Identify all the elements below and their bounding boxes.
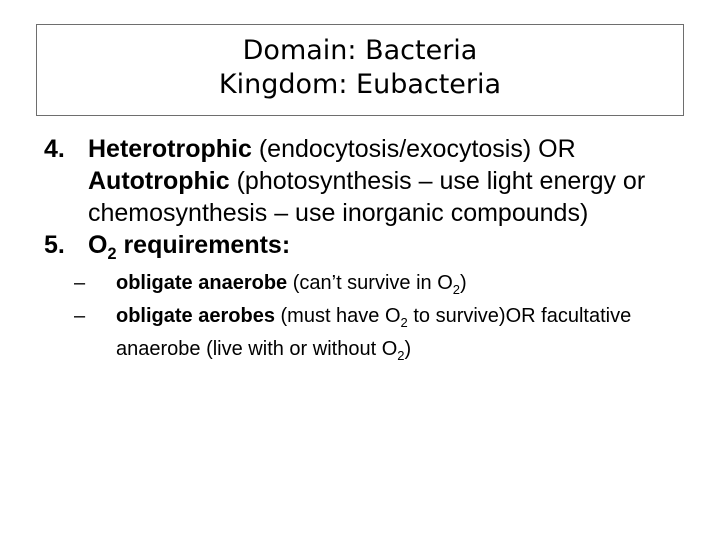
item-number: 4. [44, 135, 65, 163]
kingdom-title: Kingdom: Eubacteria [218, 69, 502, 100]
item-text: (photosynthesis – use light energy or chemosynthesis – use inorganic compounds) [88, 167, 646, 227]
item-text: (endocytosis/exocytosis) OR [251, 135, 576, 163]
heading-text: O [88, 231, 108, 259]
sub-text: (can’t survive in O [287, 272, 453, 294]
subscript: 2 [107, 245, 117, 263]
o2-requirements-heading [88, 231, 291, 263]
sub-text: to survive)OR facultative anaerobe (live with or without O [116, 305, 632, 360]
term: obligate aerobes [116, 305, 275, 327]
sub-text: ) [460, 272, 467, 294]
content-body [44, 133, 704, 366]
domain-title: Domain: Bacteria [242, 35, 478, 66]
o2-sublist [44, 267, 704, 366]
sublist-item-anaerobe [44, 267, 704, 300]
subscript: 2 [452, 282, 460, 297]
heading-text: requirements: [116, 231, 291, 259]
sub-text: ) [404, 338, 412, 360]
dash-bullet: – [74, 272, 86, 294]
dash-bullet: – [74, 305, 86, 327]
sub-text: (must have O [274, 305, 401, 327]
list-item-4 [44, 133, 704, 229]
subscript: 2 [397, 348, 405, 363]
list-item-5 [44, 229, 704, 261]
term: obligate anaerobe [116, 272, 288, 294]
title-box [36, 24, 684, 116]
subscript: 2 [400, 315, 408, 330]
sublist-item-aerobes [44, 300, 704, 366]
heterotrophic-term: Heterotrophic [88, 135, 252, 163]
autotrophic-term: Autotrophic [88, 167, 230, 195]
item-number: 5. [44, 231, 65, 259]
